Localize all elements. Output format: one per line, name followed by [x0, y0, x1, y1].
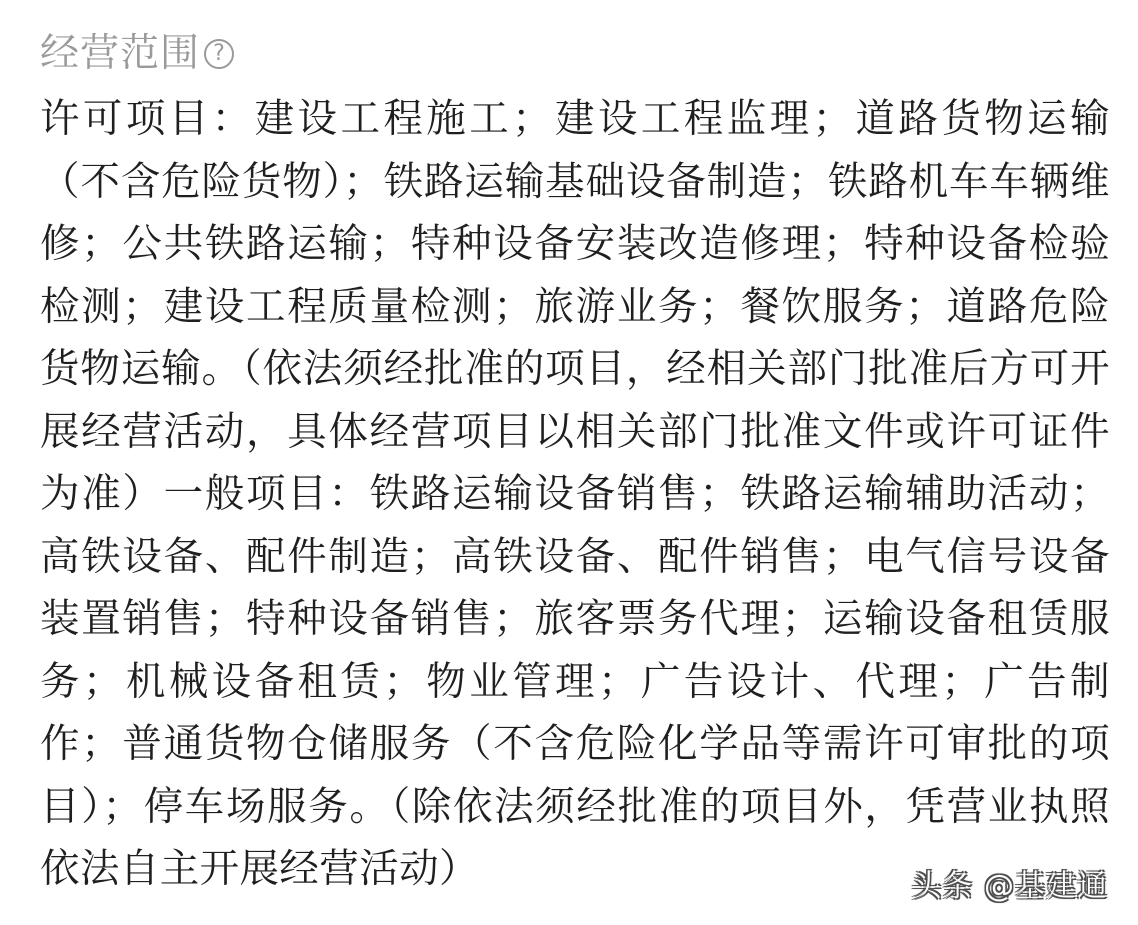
section-header — [40, 28, 234, 80]
watermark: 头条 @基建通 — [911, 869, 1108, 904]
section-title: 经营范围 — [40, 31, 201, 76]
help-icon[interactable]: ? — [204, 39, 234, 69]
business-scope-text: 许可项目：建设工程施工；建设工程监理；道路货物运输（不含危险货物）；铁路运输基础设备制造；铁路机车车辆维修；公共铁路运输；特种设备安装改造修理；特种设备检验检测；建设工程质量检测；旅游业务；餐饮服务；道路危险货物运输。（依法须经批准的项目，经相关部门批准后方可开展经营活动，具体经营项目以相关部门批准文件或许可证件为准）一般项目：铁路运输设备销售；铁路运输辅助活动；高铁设备、配件制造；高铁设备、配件销售；电气信号设备装置销售；特种设备销售；旅客票务代理；运输设备租赁服务；机械设备租赁；物业管理；广告设计、代理；广告制作；普通货物仓储服务（不含危险化学品等需许可审批的项目）；停车场服务。（除依法须经批准的项目外，凭营业执照依法自主开展经营活动） — [40, 96, 1110, 892]
